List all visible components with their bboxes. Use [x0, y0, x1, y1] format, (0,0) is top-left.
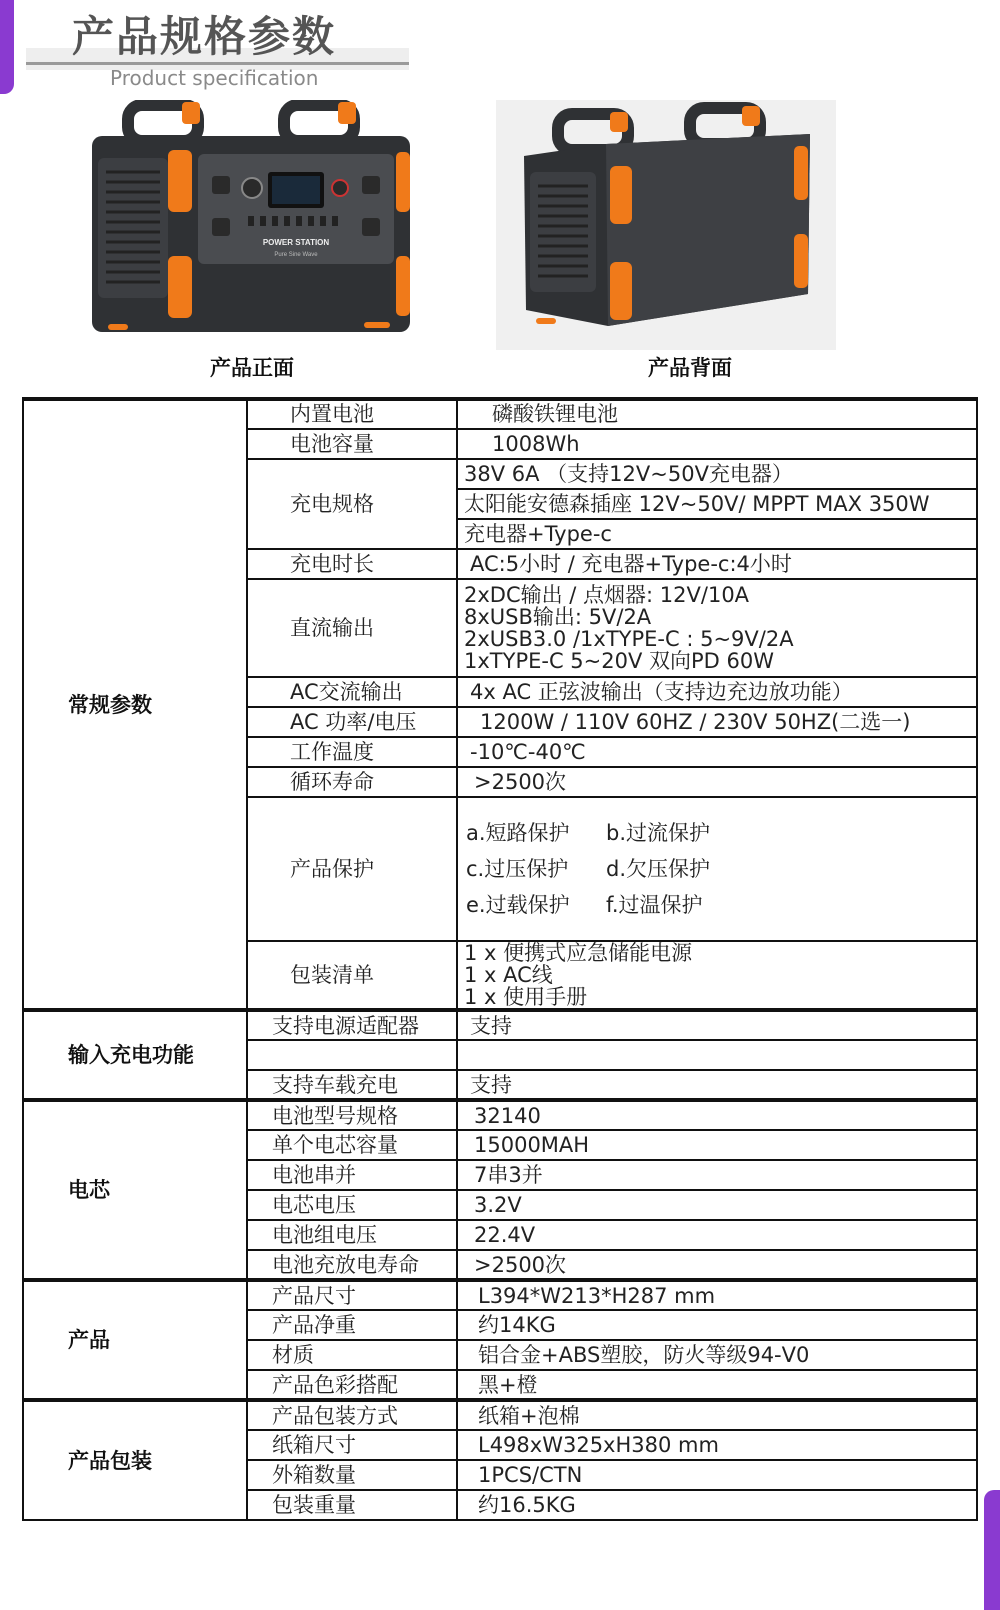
page-subtitle: Product specification — [110, 66, 319, 90]
protection-item: f.过温保护 — [606, 893, 703, 918]
spec-value: 3.2V — [457, 1190, 977, 1220]
spec-key: 包装重量 — [247, 1490, 457, 1520]
spec-value: 支持 — [457, 1010, 977, 1040]
spec-key: 电池容量 — [247, 429, 457, 459]
table-row — [23, 1010, 977, 1040]
spec-value: L498xW325xH380 mm — [457, 1430, 977, 1460]
front-caption: 产品正面 — [210, 356, 294, 380]
spec-key: 单个电芯容量 — [247, 1130, 457, 1160]
spec-key: 充电时长 — [247, 549, 457, 579]
category-cell: 输入充电功能 — [23, 1010, 247, 1100]
table-row — [23, 1100, 977, 1130]
category-cell: 常规参数 — [23, 399, 247, 1010]
spec-key: 包装清单 — [247, 941, 457, 1010]
product-front-image — [88, 100, 428, 350]
spec-value: 32140 — [457, 1100, 977, 1130]
spec-key: 电池充放电寿命 — [247, 1250, 457, 1280]
spec-value: 15000MAH — [457, 1130, 977, 1160]
spec-value: 1008Wh — [457, 429, 977, 459]
spec-value: 黑+橙 — [457, 1370, 977, 1400]
spec-key: 产品尺寸 — [247, 1280, 457, 1310]
spec-key: 产品包装方式 — [247, 1400, 457, 1430]
spec-value-multi — [457, 941, 977, 1010]
protection-item: d.欠压保护 — [606, 856, 711, 881]
spec-value: 磷酸铁锂电池 — [457, 399, 977, 429]
spec-value: 7串3并 — [457, 1160, 977, 1190]
spec-value: 铝合金+ABS塑胶，防火等级94-V0 — [457, 1340, 977, 1370]
spec-value: L394*W213*H287 mm — [457, 1280, 977, 1310]
protection-item: b.过流保护 — [606, 820, 711, 845]
spec-key: 充电规格 — [247, 459, 457, 549]
category-cell: 产品包装 — [23, 1400, 247, 1520]
spec-key — [247, 1040, 457, 1070]
protection-item: c.过压保护 — [466, 856, 569, 881]
spec-value-line: 1 x 便携式应急储能电源 — [464, 941, 693, 965]
spec-key: 循环寿命 — [247, 767, 457, 797]
spec-value: -10℃-40℃ — [457, 737, 977, 767]
group-cell — [23, 1100, 977, 1280]
spec-value: 38V 6A （支持12V~50V充电器） — [457, 459, 977, 489]
spec-value-line: 1 x 使用手册 — [464, 985, 588, 1010]
spec-value: 支持 — [457, 1070, 977, 1100]
protection-item: e.过载保护 — [466, 893, 570, 918]
spec-value-line: 1 x AC线 — [464, 963, 553, 988]
spec-value: 纸箱+泡棉 — [457, 1400, 977, 1430]
spec-value-line: 1xTYPE-C 5~20V 双向PD 60W — [464, 649, 775, 674]
spec-key: 支持车载充电 — [247, 1070, 457, 1100]
protection-list — [457, 797, 977, 941]
front-panel-title: POWER STATION — [262, 238, 330, 247]
group-product — [23, 1280, 977, 1400]
spec-key: AC 功率/电压 — [247, 707, 457, 737]
spec-value: 1200W / 110V 60HZ / 230V 50HZ(二选一) — [457, 707, 977, 737]
spec-key: 直流输出 — [247, 579, 457, 677]
page-title: 产品规格参数 — [72, 12, 337, 61]
product-back-image — [496, 100, 836, 350]
spec-value-multi — [457, 579, 977, 677]
spec-key: AC交流输出 — [247, 677, 457, 707]
spec-key: 电池型号规格 — [247, 1100, 457, 1130]
spec-value-line: 8xUSB输出: 5V/2A — [464, 604, 652, 629]
spec-key: 电池组电压 — [247, 1220, 457, 1250]
spec-key: 材质 — [247, 1340, 457, 1370]
right-accent-bar — [984, 1490, 1000, 1610]
group-packaging — [23, 1400, 977, 1520]
left-accent-bar — [0, 0, 14, 94]
spec-value — [457, 1040, 977, 1070]
spec-value-line: 2xDC输出 / 点烟器: 12V/10A — [464, 582, 750, 607]
spec-key: 外箱数量 — [247, 1460, 457, 1490]
spec-value: 约16.5KG — [457, 1490, 977, 1520]
spec-key: 产品色彩搭配 — [247, 1370, 457, 1400]
protection-item: a.短路保护 — [466, 820, 570, 845]
front-panel-subtitle: Pure Sine Wave — [274, 252, 318, 258]
group-general — [23, 399, 977, 1010]
spec-value: 1PCS/CTN — [457, 1460, 977, 1490]
spec-key: 内置电池 — [247, 399, 457, 429]
spec-value: 约14KG — [457, 1310, 977, 1340]
spec-key: 工作温度 — [247, 737, 457, 767]
spec-value: AC:5小时 / 充电器+Type-c:4小时 — [457, 549, 977, 579]
spec-key: 电芯电压 — [247, 1190, 457, 1220]
spec-key: 产品净重 — [247, 1310, 457, 1340]
spec-value: >2500次 — [457, 767, 977, 797]
back-caption: 产品背面 — [648, 356, 732, 380]
table-row — [23, 1280, 977, 1310]
group-input-charging — [23, 1010, 977, 1100]
spec-value: 4x AC 正弦波输出（支持边充边放功能） — [457, 677, 977, 707]
table-row — [23, 1400, 977, 1430]
spec-key: 支持电源适配器 — [247, 1010, 457, 1040]
category-cell: 电芯 — [23, 1100, 247, 1280]
spec-value: >2500次 — [457, 1250, 977, 1280]
spec-value-line: 2xUSB3.0 /1xTYPE-C : 5~9V/2A — [464, 627, 794, 651]
spec-value: 充电器+Type-c — [457, 519, 977, 549]
table-row — [23, 399, 977, 429]
title-rule — [26, 62, 409, 65]
spec-key: 电池串并 — [247, 1160, 457, 1190]
spec-value: 22.4V — [457, 1220, 977, 1250]
spec-key: 产品保护 — [247, 797, 457, 941]
spec-table — [22, 397, 978, 1521]
category-cell: 产品 — [23, 1280, 247, 1400]
spec-key: 纸箱尺寸 — [247, 1430, 457, 1460]
spec-value: 太阳能安德森插座 12V~50V/ MPPT MAX 350W — [457, 489, 977, 519]
